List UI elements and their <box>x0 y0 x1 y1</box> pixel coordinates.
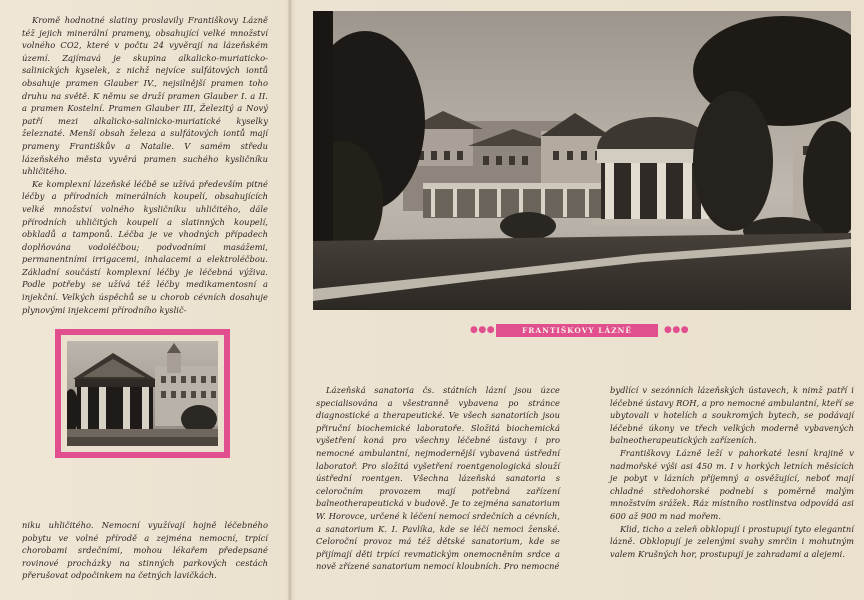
paragraph-walks: niku uhličitého. Nemocní využívají hojně léčebného pobytu ve volné přírodě a zejména nemocní, trpící chorobami srdečními, mohou lékařem předepsané rovinové procházky na stinných parkových cestách přerušovat odpočinkem na četných lavičkách. <box>22 520 268 581</box>
paragraph-sanatoria: Lázeňská sanatoria čs. státních lázní jsou úzce specialisována a všestranně vybavena po stránce diagnostické a therapeutické. Ve všech sanatoriích jsou přiruční biochemické laboratoře. Složitá biochemická vyšetření koná pro všechny léčebné ústavy i pro nemocné ambulantní, nejmodernější vybavená ústřední laboratoř. Pro složitá vyšetření roentgenologická slouží ústřední roentgen. Všechna lázeňská sanatoria s celoročním provozem mají potřebná zařízení balneotherapeutická v budově. Je to zejména sanatorium W. Horovce, určené k léčení nemocí srdečních a cévních, a sanatorium K. I. Pavlíka, kde se léčí nemoci ženské. Celoroční provoz má též dětské sanatorium, kde se přijímají děti trpící revmatickým onemocněním srdce a nově zřízené sanatorium nemocí kloubních. Pro nemocné <box>316 385 560 572</box>
middle-column-text <box>316 384 560 573</box>
caption-dots-right: ●●● <box>664 325 690 335</box>
small-photo-frame <box>55 329 230 458</box>
caption-dots-left: ●●● <box>470 325 496 335</box>
colonnade-pavilion-photo <box>67 341 218 446</box>
right-column-text <box>610 384 854 560</box>
small-photo <box>61 335 224 452</box>
photo-caption: FRANTIŠKOVY LÁZNĚ <box>496 324 658 337</box>
main-photo <box>313 11 851 310</box>
left-column-bottom-text <box>22 519 268 582</box>
left-column-top-text <box>22 14 268 316</box>
paragraph-treatment: Ke komplexní lázeňské léčbě se užívá především pitné léčby a přírodních minerálních koupelí, obsahujících velké množství volného kysličníku uhličitého, dále přírodních uhličitých koupelí a slatinných koupelí, obkladů a tamponů. Léčba je ve vhodných případech doplňována vodoléčbou; podvodními masážemi, permanentními irrigacemi, inhalacemi a elektroléčbou. Základní součástí komplexní léčby je léčebná výživa. Podle potřeby se užívá též léčby medikamentosní a injekční. Velkých úspěchů se u chorob cévních dosahuje plynovými injekcemi přírodního kyslič- <box>22 178 268 315</box>
paragraph-climate: Františkovy Lázně leží v pahorkaté lesní krajině v nadmořské výši asi 450 m. I v horkých letních měsících je pobyt v lázních příjemný a osvěžující, neboť mají chladné středohorské podnebí s poměrně malým množstvím srážek. Ráz místního rostlinstva odpovídá asi 600 až 900 m nad mořem. <box>610 447 854 521</box>
spa-town-photo <box>313 11 851 310</box>
paragraph-balneotherapy: bydlící v sezónních lázeňských ústavech, k nimž patří i léčebné ústavy ROH, a pro nemocné ambulantní, kteří se ubytovali v hotelích a soukromých bytech, se podávají léčebné úkony ve třech velkých moderně vybavených balneotherapeutických zařízeních. <box>610 385 854 446</box>
paragraph-greenery: Klid, ticho a zeleň obklopují i prostupují tyto elegantní lázně. Obklopují je zelenými svahy smrčin i mohutným valem Krušných hor, prostupují je zahradami a alejemi. <box>610 523 854 559</box>
page-fold <box>288 0 292 600</box>
paragraph-mineral-springs: Kromě hodnotné slatiny proslavily Františkovy Lázně též jejich minerální prameny, obsahující velké množství volného CO2, které v počtu 24 vyvěrají na lázeňském území. Zajímavá je skupina alkalicko-muriaticko-salinických kyselek, z nichž nejvíce sulfátových iontů obsahuje pramen Glauber IV., nejsilnější pramen toho druhu na světě. K němu se druží pramen Glauber I. a II. a pramen Kostelní. Pramen Glauber III, Železitý a Nový patří mezi alkalicko-salinicko-muriatické kyselky železnaté. Menší obsah železa a sulfátových iontů mají prameny Františkův a Natalie. V samém středu lázeňského města vyvěrá pramen suchého kysličníku uhličitého. <box>22 15 268 177</box>
